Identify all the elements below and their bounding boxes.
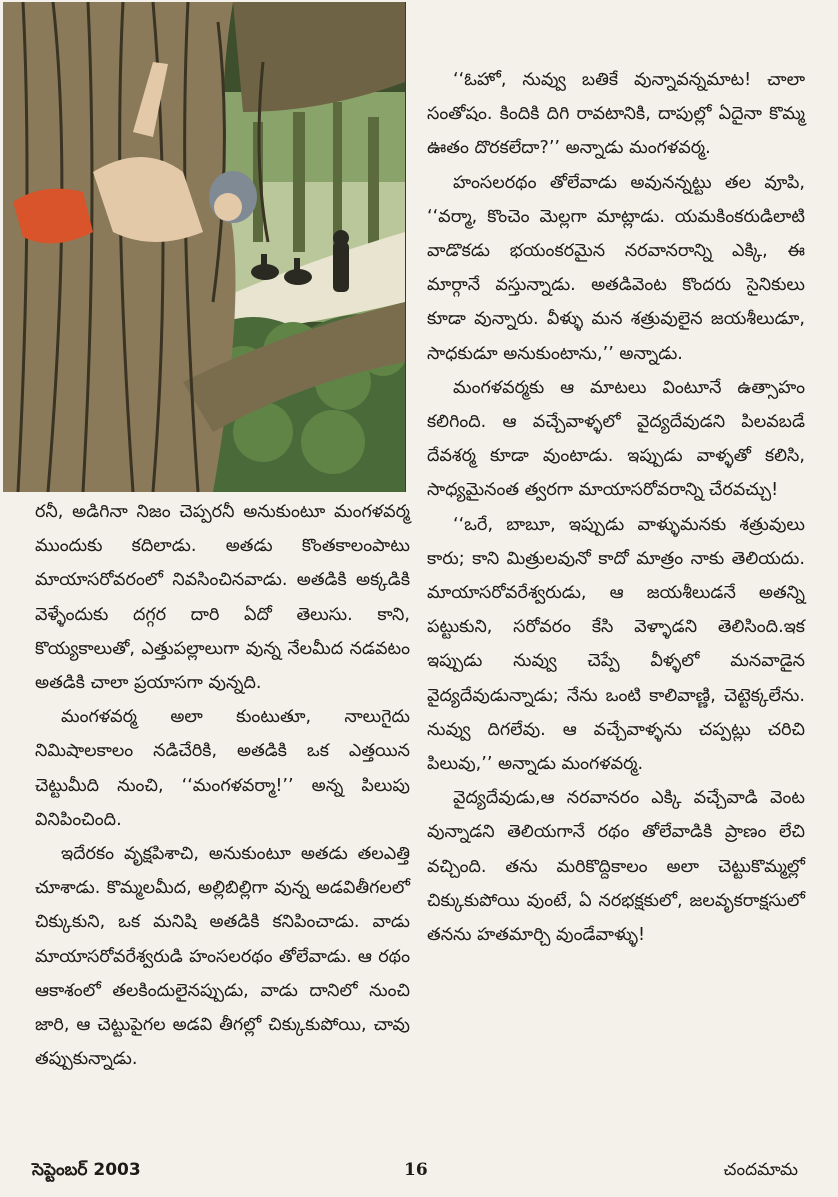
forest-tree-illustration [3, 2, 405, 492]
paragraph: హంసలరథం తోలేవాడు అవునన్నట్టు తల వూపి, ‘‘వర్మా, కొంచెం మెల్లగా మాట్లాడు. యమకింకరుడిలాటి వాడొకడు భయంకరమైన నరవానరాన్ని ఎక్కి, ఈ మార్గానే వస్తున్నాడు. అతడివెంట కొందరు సైనికులు కూడా వున్నారు. వీళ్ళు మన శత్రువులైన జయశీలుడూ, సాధకుడూ అనుకుంటాను,’’ అన్నాడు. [427, 172, 805, 364]
paragraph: వైద్యదేవుడు,ఆ నరవానరం ఎక్కి వచ్చేవాడి వెంట వున్నాడని తెలియగానే రథం తోలేవాడికి ప్రాణం లేచి వచ్చింది. తను మరికొద్దికాలం అలా చెట్టుకొమ్మల్లో చిక్కుకుపోయి వుంటే, ఏ నరభక్షకులో, జలవృకరాక్షసులో తనను హతమార్చి వుండేవాళ్ళు! [427, 788, 805, 946]
right-text-column [427, 63, 805, 952]
left-text-column [35, 495, 410, 1076]
paragraph: ఇదేరకం వృక్షపిశాచి, అనుకుంటూ అతడు తలఎత్తి చూశాడు. కొమ్మలమీద, అల్లిబిల్లిగా వున్న అడవితీగలలో చిక్కుకుని, ఒక మనిషి అతడికి కనిపించాడు. వాడు మాయాసరోవరేశ్వరుడి హంసలరథం తోలేవాడు. ఆ రథం ఆకాశంలో తలకిందులైనప్పుడు, వాడు దానిలో నుంచి జారి, ఆ చెట్టుపైగల అడవి తీగల్లో చిక్కుకుపోయి, చావు తప్పుకున్నాడు. [35, 844, 410, 1070]
page-number: 16 [404, 1160, 428, 1180]
magazine-name: చందమామ [723, 1160, 798, 1180]
issue-date: సెప్టెంబర్ 2003 [32, 1160, 141, 1180]
paragraph: ‘‘ఒరే, బాబూ, ఇప్పుడు వాళ్ళుమనకు శత్రువులు కారు; కాని మిత్రులవునో కాదో మాత్రం నాకు తెలియదు. మాయాసరోవరేశ్వరుడు, ఆ జయశీలుడనే అతన్ని పట్టుకుని, సరోవరం కేసి వెళ్ళాడని తెలిసింది.ఇక ఇప్పుడు నువ్వు చెప్పే వీళ్ళలో మనవాడైన వైద్యదేవుడున్నాడు; నేను ఒంటి కాలివాణ్ణి, చెట్టెక్కలేను. నువ్వు దిగలేవు. ఆ వచ్చేవాళ్ళను చప్పట్లు చరిచి పిలువు,’’ అన్నాడు మంగళవర్మ. [427, 514, 805, 775]
story-illustration [3, 2, 406, 492]
paragraph: ‘‘ఓహో, నువ్వు బతికే వున్నావన్నమాట! చాలా సంతోషం. కిందికి దిగి రావటానికి, దాపుల్లో ఏదైనా కొమ్మ ఊతం దొరకలేదా?’’ అన్నాడు మంగళవర్మ. [427, 70, 805, 159]
paragraph: రనీ, అడిగినా నిజం చెప్పరనీ అనుకుంటూ మంగళవర్మ ముందుకు కదిలాడు. అతడు కొంతకాలంపాటు మాయాసరోవరంలో నివసించినవాడు. అతడికి అక్కడికి వెళ్ళేందుకు దగ్గర దారి ఏదో తెలుసు. కాని, కొయ్యకాలుతో, ఎత్తుపల్లాలుగా వున్న నేలమీద నడవటం అతడికి చాలా ప్రయాసగా వున్నది. [35, 502, 410, 694]
page-footer [0, 1160, 838, 1190]
paragraph: మంగళవర్మ అలా కుంటుతూ, నాలుగైదు నిమిషాలకాలం నడిచేరికి, అతడికి ఒక ఎత్తయిన చెట్టుమీది నుంచి, ‘‘మంగళవర్మా!’’ అన్న పిలుపు వినిపించింది. [35, 707, 410, 830]
paragraph: మంగళవర్మకు ఆ మాటలు వింటూనే ఉత్సాహం కలిగింది. ఆ వచ్చేవాళ్ళలో వైద్యదేవుడని పిలవబడే దేవశర్మ కూడా వుంటాడు. ఇప్పుడు వాళ్ళతో కలిసి, సాధ్యమైనంత త్వరగా మాయాసరోవరాన్ని చేరవచ్చు! [427, 377, 805, 501]
